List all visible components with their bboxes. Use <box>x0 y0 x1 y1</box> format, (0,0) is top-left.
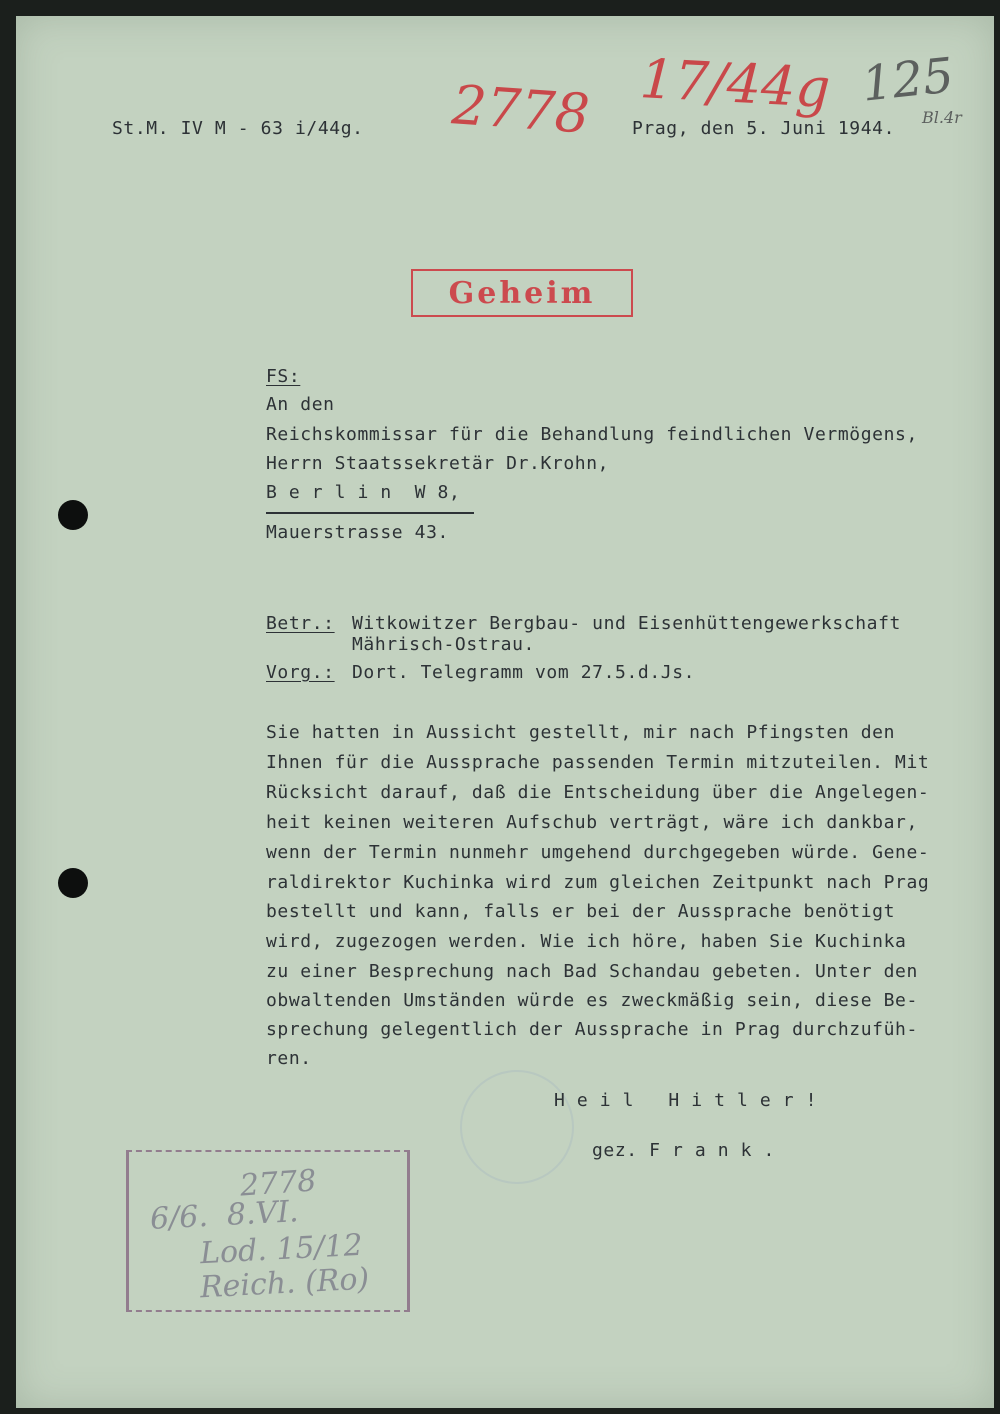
closing-salutation: H e i l H i t l e r ! <box>554 1090 818 1111</box>
body-line-11: sprechung gelegentlich der Aussprache in Prag durchzufüh- <box>266 1019 918 1040</box>
punch-hole-upper <box>58 500 88 530</box>
subject-label: Betr.: <box>266 613 335 634</box>
handwritten-box-line-4: Reich. (Ro) <box>199 1261 371 1306</box>
faint-circular-stamp <box>460 1070 574 1184</box>
address-line-2: Reichskommissar für die Behandlung feindlichen Vermögens, <box>266 424 918 445</box>
address-line-4: B e r l i n W 8, <box>266 482 461 503</box>
body-line-8: wird, zugezogen werden. Wie ich höre, haben Sie Kuchinka <box>266 931 907 952</box>
body-line-3: Rücksicht darauf, daß die Entscheidung über die Angelegen- <box>266 782 930 803</box>
file-reference: St.M. IV M - 63 i/44g. <box>112 118 364 139</box>
signature: gez. F r a n k . <box>592 1140 775 1161</box>
reference-label: Vorg.: <box>266 662 335 683</box>
secret-stamp-label: Geheim <box>448 275 596 311</box>
subject-line-2: Mährisch-Ostrau. <box>352 634 535 655</box>
address-underline <box>266 512 474 514</box>
body-line-1: Sie hatten in Aussicht gestellt, mir nach Pfingsten den <box>266 722 896 743</box>
body-line-6: raldirektor Kuchinka wird zum gleichen Zeitpunkt nach Prag <box>266 872 930 893</box>
body-line-12: ren. <box>266 1048 312 1069</box>
handwritten-number-right: 125 <box>859 47 957 113</box>
handwritten-small-note: Bl.4r <box>922 108 962 127</box>
address-line-5: Mauerstrasse 43. <box>266 522 449 543</box>
handwritten-box-line-1: 2778 <box>238 1163 318 1204</box>
body-line-4: heit keinen weiteren Aufschub verträgt, wäre ich dankbar, <box>266 812 918 833</box>
reference-text: Dort. Telegramm vom 27.5.d.Js. <box>352 662 696 683</box>
handwritten-number-left: 2778 <box>449 73 592 146</box>
fs-label: FS: <box>266 366 301 387</box>
body-line-2: Ihnen für die Aussprache passenden Termin mitzuteilen. Mit <box>266 752 930 773</box>
body-line-5: wenn der Termin nunmehr umgehend durchgegeben würde. Gene- <box>266 842 930 863</box>
secret-stamp <box>411 269 633 317</box>
body-line-9: zu einer Besprechung nach Bad Schandau gebeten. Unter den <box>266 961 918 982</box>
body-line-10: obwaltenden Umständen würde es zweckmäßig sein, diese Be- <box>266 990 918 1011</box>
subject-line-1: Witkowitzer Bergbau- und Eisenhüttengewerkschaft <box>352 613 901 634</box>
place-date: Prag, den 5. Juni 1944. <box>632 118 896 139</box>
body-line-7: bestellt und kann, falls er bei der Aussprache benötigt <box>266 901 896 922</box>
address-line-1: An den <box>266 394 335 415</box>
handwritten-box-line-3: Lod. 15/12 <box>199 1227 364 1272</box>
handwritten-number-middle: 17/44g <box>638 47 832 120</box>
punch-hole-lower <box>58 868 88 898</box>
handwritten-box-line-2: 6/6. 8.VI. <box>149 1194 300 1237</box>
address-line-3: Herrn Staatssekretär Dr.Krohn, <box>266 453 610 474</box>
